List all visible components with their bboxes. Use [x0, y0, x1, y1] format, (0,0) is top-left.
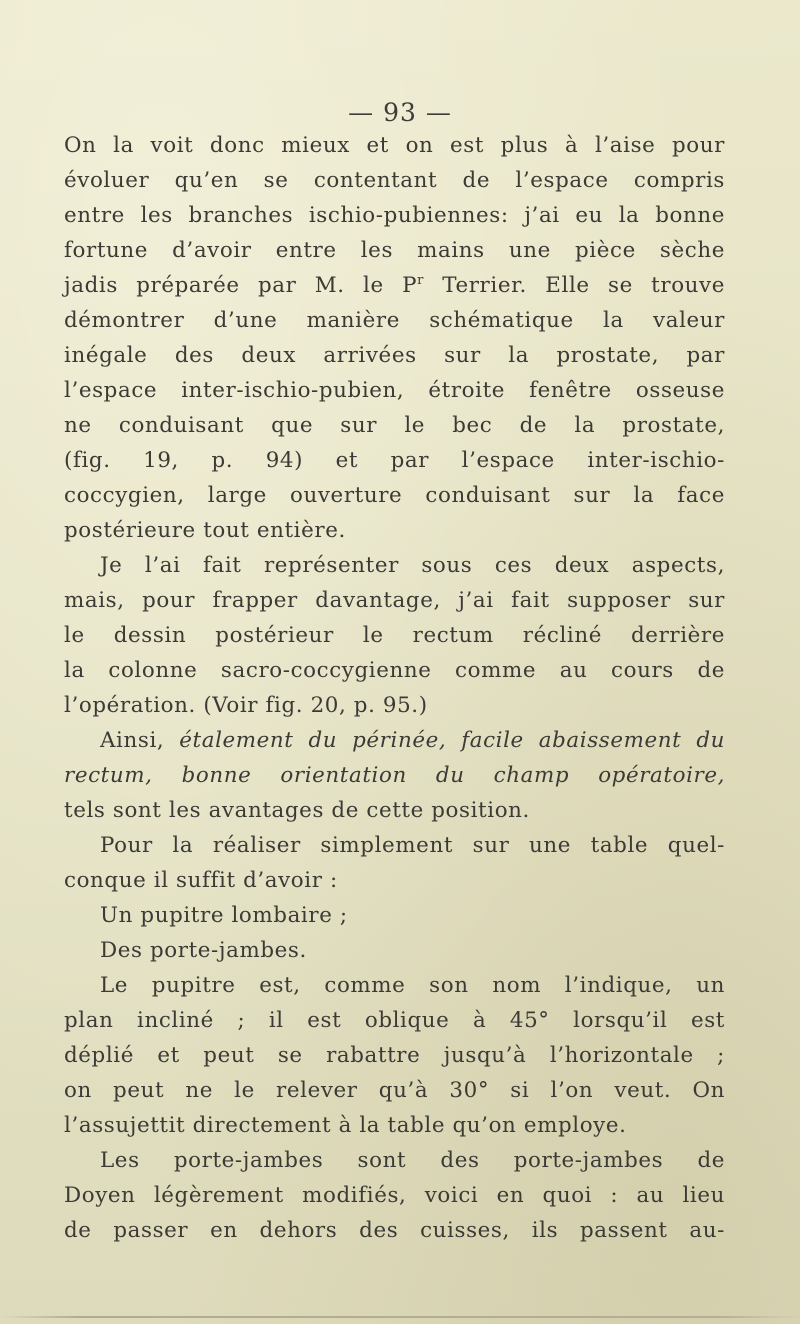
text-line: on peut ne le relever qu’à 30° si l’on veut. On [64, 1078, 725, 1103]
paragraph [64, 233, 725, 268]
text-line: On la voit donc mieux et on est plus à l’aise pour [64, 133, 725, 158]
paragraph [64, 128, 725, 163]
paragraph [64, 618, 725, 653]
italic-text: étalement du périnée, facile abaissement du [179, 728, 725, 753]
paragraph [64, 723, 725, 758]
text-line: l’opération. (Voir fig. 20, p. 95.) [64, 693, 428, 718]
paragraph [64, 653, 725, 688]
paragraph [64, 303, 725, 338]
text-line: fortune d’avoir entre les mains une pièce sèche [64, 238, 725, 263]
paragraph [64, 758, 725, 793]
paragraph [64, 898, 725, 933]
text-line [64, 268, 725, 303]
paragraph [64, 443, 725, 478]
text-line: mais, pour frapper davantage, j’ai fait supposer sur [64, 588, 725, 613]
text-segment: Terrier. Elle se trouve [442, 273, 726, 298]
text-line: postérieure tout entière. [64, 518, 346, 543]
paragraph [64, 373, 725, 408]
page-number: — 93 — [348, 98, 452, 127]
paragraph [64, 1143, 725, 1178]
page-body [64, 128, 725, 1248]
text-line: Doyen légèrement modifiés, voici en quoi : au lieu [64, 1183, 725, 1208]
italic-text-line: rectum, bonne orientation du champ opératoire, [64, 763, 725, 788]
text-line: déplié et peut se rabattre jusqu’à l’horizontale ; [64, 1043, 725, 1068]
paragraph [64, 1073, 725, 1108]
text-line: l’espace inter-ischio-pubien, étroite fenêtre osseuse [64, 378, 725, 403]
paragraph [64, 198, 725, 233]
text-line: Pour la réaliser simplement sur une table quel- [100, 833, 725, 858]
text-line: tels sont les avantages de cette position. [64, 798, 530, 823]
paragraph [64, 1038, 725, 1073]
text-line: l’assujettit directement à la table qu’on employe. [64, 1113, 627, 1138]
text-line: ne conduisant que sur le bec de la prostate, [64, 413, 725, 438]
text-segment: jadis préparée par M. le [64, 273, 384, 298]
text-line: inégale des deux arrivées sur la prostate, par [64, 343, 725, 368]
paragraph [64, 688, 725, 723]
paragraph [64, 1178, 725, 1213]
text-line: de passer en dehors des cuisses, ils passent au- [64, 1218, 725, 1243]
list-item: Des porte-jambes. [100, 938, 307, 963]
paragraph [64, 793, 725, 828]
text-line: (fig. 19, p. 94) et par l’espace inter-ischio- [64, 448, 725, 473]
superscript: r [417, 272, 424, 288]
text-line: le dessin postérieur le rectum récliné derrière [64, 623, 725, 648]
text-line: Le pupitre est, comme son nom l’indique, un [100, 973, 725, 998]
paragraph [64, 163, 725, 198]
paragraph [64, 1213, 725, 1248]
paragraph [64, 863, 725, 898]
paragraph [64, 478, 725, 513]
paragraph [64, 1003, 725, 1038]
paragraph [64, 933, 725, 968]
text-line: coccygien, large ouverture conduisant sur la face [64, 483, 725, 508]
page-edge-shadow [0, 1316, 800, 1318]
text-line: conque il suffit d’avoir : [64, 868, 338, 893]
paragraph [64, 408, 725, 443]
paragraph [64, 1108, 725, 1143]
paragraph [64, 513, 725, 548]
text-line: évoluer qu’en se contentant de l’espace compris [64, 168, 725, 193]
paragraph [64, 548, 725, 583]
paragraph [64, 583, 725, 618]
text-line: Les porte-jambes sont des porte-jambes de [100, 1148, 725, 1173]
paragraph [64, 828, 725, 863]
title-abbreviation: $P^r$ [402, 272, 424, 298]
list-item: Un pupitre lombaire ; [100, 903, 348, 928]
paragraph [64, 338, 725, 373]
text-line [64, 723, 725, 758]
text-segment: Ainsi, [100, 728, 165, 753]
paragraph [64, 268, 725, 303]
text-line: entre les branches ischio-pubiennes: j’ai eu la bonne [64, 203, 725, 228]
text-line: Je l’ai fait représenter sous ces deux aspects, [100, 553, 725, 578]
paragraph [64, 968, 725, 1003]
text-line: démontrer d’une manière schématique la valeur [64, 308, 725, 333]
text-line: la colonne sacro-coccygienne comme au cours de [64, 658, 725, 683]
text-line: plan incliné ; il est oblique à 45° lorsqu’il est [64, 1008, 725, 1033]
